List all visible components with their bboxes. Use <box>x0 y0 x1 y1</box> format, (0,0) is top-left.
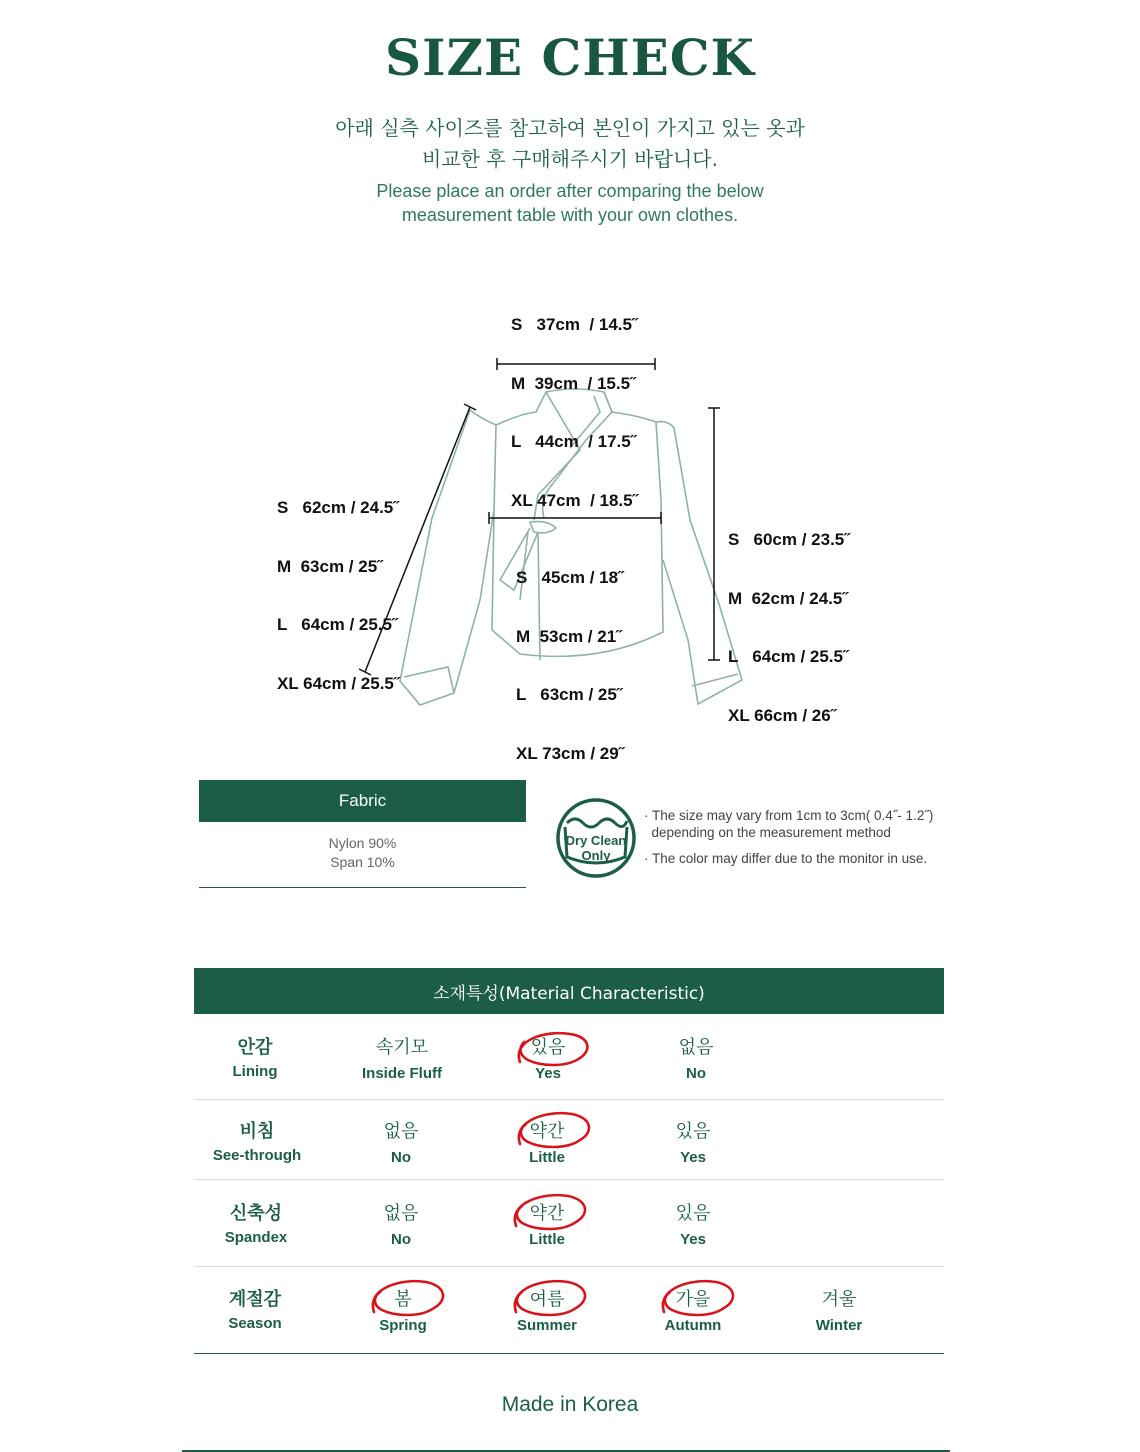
option-kr: 여름 <box>529 1289 565 1310</box>
row-label-kr: 비침 <box>239 1121 275 1142</box>
sleeve-measurements <box>277 459 400 713</box>
option-en: Spring <box>379 1317 427 1334</box>
row-label-kr: 신축성 <box>229 1203 283 1224</box>
row-label-en: Season <box>228 1315 282 1332</box>
sleeve-size-m: M 63cm / 25˝ <box>277 556 383 576</box>
option-kr: 약간 <box>529 1121 565 1142</box>
option-en: Little <box>529 1231 565 1248</box>
fabric-span: Span 10% <box>330 854 395 870</box>
option-en: Yes <box>535 1065 561 1082</box>
intro-korean-line-2: 비교한 후 구매해주시기 바랍니다. <box>422 147 718 171</box>
dry-clean-label-line-2: Only <box>581 848 611 863</box>
option-en: Summer <box>516 1317 578 1334</box>
dry-clean-only-icon <box>555 797 637 879</box>
option-kr: 약간 <box>529 1203 565 1224</box>
size-notes <box>644 807 954 876</box>
fabric-divider <box>199 887 526 888</box>
row-label-en: Spandex <box>224 1229 288 1246</box>
length-size-xl: XL 66cm / 26˝ <box>728 705 837 725</box>
sleeve-size-xl: XL 64cm / 25.5˝ <box>277 673 400 693</box>
made-in-korea: Made in Korea <box>501 1393 639 1416</box>
chest-size-l: L 63cm / 25˝ <box>516 685 623 704</box>
option-kr: 속기모 <box>375 1037 429 1058</box>
material-characteristic-header: 소재특성(Material Characteristic) <box>194 968 944 1014</box>
option-kr: 있음 <box>675 1203 711 1224</box>
page-title: SIZE CHECK <box>385 28 755 87</box>
length-size-s: S 60cm / 23.5˝ <box>728 530 850 549</box>
option-en: Autumn <box>664 1317 722 1334</box>
option-en: Little <box>529 1149 565 1166</box>
option-kr: 없음 <box>678 1037 714 1058</box>
chest-size-xl: XL 73cm / 29˝ <box>516 743 625 763</box>
sleeve-size-l: L 64cm / 25.5˝ <box>277 615 398 634</box>
option-en: Winter <box>815 1317 863 1334</box>
option-en: No <box>391 1149 411 1166</box>
shoulder-size-m: M 39cm / 15.5˝ <box>511 373 636 393</box>
dry-clean-label-line-1: Dry Clean <box>565 833 627 848</box>
note-size-variance-cont: depending on the measurement method <box>644 825 891 840</box>
fabric-header: Fabric <box>199 780 526 822</box>
selection-circle-icon <box>373 1281 443 1315</box>
option-kr: 없음 <box>383 1121 419 1142</box>
row-label-en: See-through <box>212 1147 302 1164</box>
option-kr: 봄 <box>394 1289 412 1310</box>
shoulder-size-l: L 44cm / 17.5˝ <box>511 432 637 451</box>
option-kr: 있음 <box>530 1037 566 1058</box>
option-en: No <box>391 1231 411 1248</box>
row-label-en: Lining <box>232 1063 278 1080</box>
intro-korean-line-1: 아래 실측 사이즈를 참고하여 본인이 가지고 있는 옷과 <box>335 116 805 140</box>
row-label-kr: 안감 <box>237 1037 273 1058</box>
option-en: No <box>686 1065 706 1082</box>
selection-circle-icon <box>663 1281 733 1315</box>
selection-circle-icon <box>515 1281 585 1315</box>
note-color-variance: · The color may differ due to the monitor in use. <box>644 851 928 866</box>
option-kr: 겨울 <box>821 1289 857 1310</box>
row-label-kr: 계절감 <box>228 1289 282 1310</box>
length-size-m: M 62cm / 24.5˝ <box>728 588 849 608</box>
option-kr: 가을 <box>675 1289 711 1310</box>
note-size-variance: · The size may vary from 1cm to 3cm( 0.4˝- 1.2˝) <box>644 808 934 823</box>
length-measurements <box>728 491 850 745</box>
table-bottom-line <box>194 1353 944 1354</box>
intro-english-line-2: measurement table with your own clothes. <box>401 205 739 225</box>
fabric-nylon: Nylon 90% <box>328 835 397 851</box>
fabric-composition <box>199 834 526 872</box>
option-en: Yes <box>680 1149 706 1166</box>
shoulder-size-xl: XL 47cm / 18.5˝ <box>511 490 639 510</box>
length-size-l: L 64cm / 25.5˝ <box>728 647 849 666</box>
chest-measurements <box>516 529 624 783</box>
intro-english-line-1: Please place an order after comparing the below <box>376 181 764 201</box>
option-kr: 없음 <box>383 1203 419 1224</box>
chest-size-m: M 53cm / 21˝ <box>516 626 622 646</box>
shoulder-measurements <box>511 276 638 530</box>
selection-circle-icon <box>519 1033 588 1065</box>
option-kr: 있음 <box>675 1121 711 1142</box>
option-en: Yes <box>680 1231 706 1248</box>
sleeve-size-s: S 62cm / 24.5˝ <box>277 498 399 517</box>
selection-circle-icon <box>515 1195 585 1229</box>
selection-circles <box>0 1010 1140 1350</box>
shoulder-size-s: S 37cm / 14.5˝ <box>511 315 638 334</box>
chest-size-s: S 45cm / 18˝ <box>516 568 624 587</box>
selection-circle-icon <box>519 1113 589 1147</box>
option-en: Inside Fluff <box>362 1065 442 1082</box>
